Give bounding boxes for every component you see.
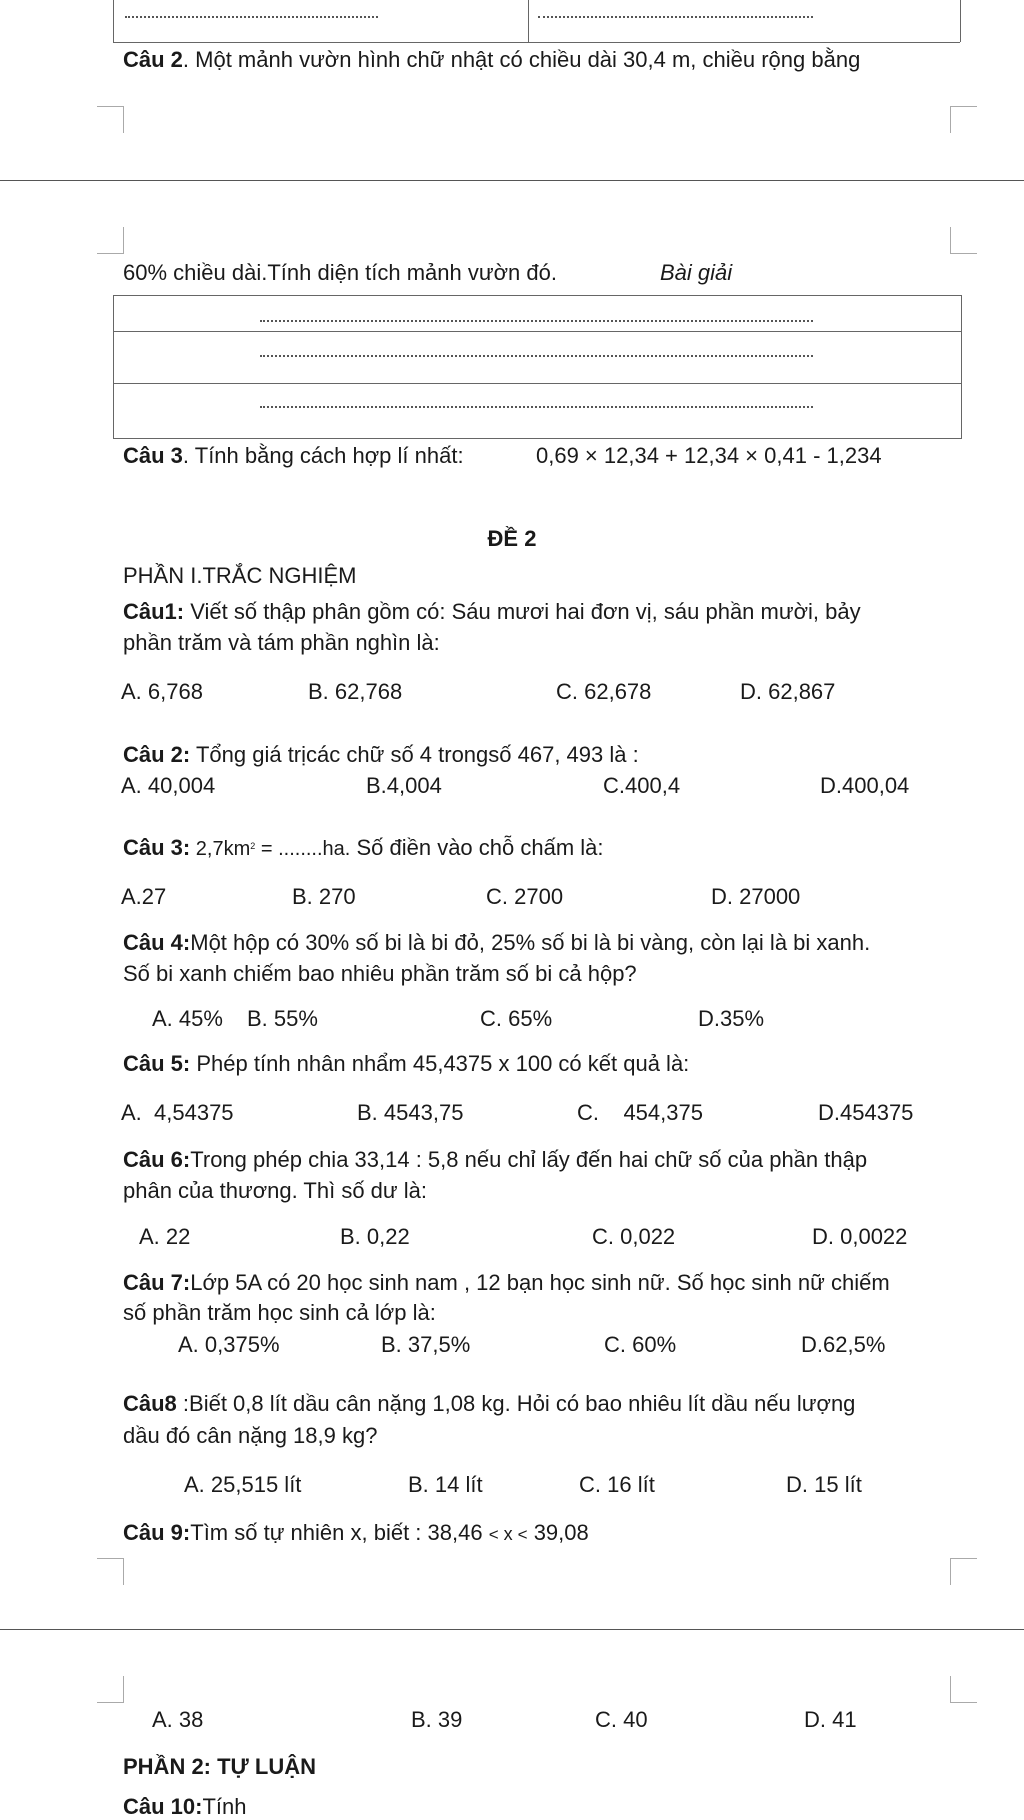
- option-b: B. 37,5%: [381, 1332, 471, 1357]
- question-7-line-2: số phần trăm học sinh cả lớp là:: [123, 1300, 436, 1325]
- page-corner-mark: [950, 106, 977, 133]
- option-a: A.27: [121, 884, 167, 909]
- option-a: A. 22: [139, 1224, 191, 1249]
- question-2-de2: [123, 742, 639, 768]
- question-10: [123, 1794, 247, 1820]
- option-b: B. 39: [411, 1707, 463, 1732]
- exam-title: ĐỀ 2: [487, 526, 537, 551]
- question-6: [123, 1147, 867, 1173]
- option-b: B. 14 lít: [408, 1472, 483, 1497]
- answer-dots: [125, 16, 378, 18]
- option-a: A. 40,004: [121, 773, 216, 798]
- question-text: Số điền vào chỗ chấm là:: [350, 835, 604, 860]
- question-5: [123, 1051, 689, 1077]
- solution-box-row-divider: [113, 383, 962, 384]
- option-b: B. 62,768: [308, 679, 403, 704]
- question-9: Câu 9:Tìm số tự nhiên x, biết : 38,46 < x < 39,08: [123, 1520, 589, 1545]
- question-label: Câu 9:: [123, 1520, 191, 1545]
- option-a: A. 0,375%: [178, 1332, 280, 1357]
- question-text: Tổng giá trịcác chữ số 4 trongsố 467, 493 là :: [190, 742, 639, 767]
- option-b: B. 270: [292, 884, 356, 909]
- question-label: Câu 6:: [123, 1147, 191, 1172]
- question-label: Câu 5:: [123, 1051, 191, 1076]
- option-d: D. 15 lít: [786, 1472, 862, 1497]
- page-corner-mark: [950, 1558, 977, 1585]
- option-c: C. 454,375: [577, 1100, 703, 1125]
- option-b: B. 55%: [247, 1006, 318, 1031]
- option-d: D.400,04: [820, 773, 910, 798]
- option-d: D. 0,0022: [812, 1224, 908, 1249]
- option-c: C.400,4: [603, 773, 681, 798]
- page-corner-mark: [950, 1676, 977, 1703]
- option-c: C. 62,678: [556, 679, 652, 704]
- option-d: D.454375: [818, 1100, 914, 1125]
- option-d: D.62,5%: [801, 1332, 886, 1357]
- question-text: Lớp 5A có 20 học sinh nam , 12 bạn học sinh nữ. Số học sinh nữ chiếm: [190, 1270, 890, 1295]
- question-text: Trong phép chia 33,14 : 5,8 nếu chỉ lấy đến hai chữ số của phần thập: [190, 1147, 868, 1172]
- question-8: [123, 1391, 855, 1417]
- question-label: Câu1:: [123, 599, 185, 624]
- question-2: [123, 47, 860, 73]
- solution-line-dots: [260, 355, 813, 357]
- solution-box-row-divider: [113, 331, 962, 332]
- table-left-border: [113, 0, 114, 42]
- page-separator: [0, 180, 1024, 181]
- option-a: A. 45%: [152, 1006, 223, 1031]
- part-2-heading: PHẦN 2: TỰ LUẬN: [123, 1754, 317, 1779]
- question-text: . Tính bằng cách hợp lí nhất:: [182, 443, 464, 468]
- option-b: B. 4543,75: [357, 1100, 464, 1125]
- solution-line-dots: [260, 320, 813, 322]
- question-3-expression: 0,69 × 12,34 + 12,34 × 0,41 - 1,234: [536, 443, 882, 468]
- table-bottom-border: [113, 42, 960, 43]
- question-label: Câu 3:: [123, 835, 191, 860]
- option-c: C. 65%: [480, 1006, 553, 1031]
- solution-line-dots: [260, 406, 813, 408]
- question-6-line-2: phân của thương. Thì số dư là:: [123, 1178, 427, 1203]
- option-d: D. 27000: [711, 884, 801, 909]
- question-1: [123, 599, 861, 625]
- question-text: Phép tính nhân nhẩm 45,4375 x 100 có kết quả là:: [190, 1051, 690, 1076]
- page-corner-mark: [950, 227, 977, 254]
- question-text: :Biết 0,8 lít dầu cân nặng 1,08 kg. Hỏi có bao nhiêu lít dầu nếu lượng: [176, 1391, 856, 1416]
- question-2-continued: [123, 260, 557, 286]
- option-d: D.35%: [698, 1006, 765, 1031]
- solution-box: [113, 295, 962, 439]
- question-label: Câu 10:: [123, 1794, 203, 1819]
- question-text: Một hộp có 30% số bi là bi đỏ, 25% số bi là bi vàng, còn lại là bi xanh.: [190, 930, 871, 955]
- question-label: Câu 3: [123, 443, 183, 468]
- page-corner-mark: [97, 1558, 124, 1585]
- question-text: 60% chiều dài.Tính diện tích mảnh vườn đó.: [123, 260, 557, 285]
- option-a: A. 38: [152, 1707, 204, 1732]
- option-c: C. 40: [595, 1707, 648, 1732]
- question-label: Câu 2: [123, 47, 183, 72]
- question-1-line-2: phần trăm và tám phần nghìn là:: [123, 630, 440, 655]
- table-mid-border: [528, 0, 529, 42]
- option-c: C. 16 lít: [579, 1472, 655, 1497]
- question-3-de2: Câu 3: $2,7km^2 = ........ha$. Số điền vào chỗ chấm là:: [123, 835, 604, 860]
- question-7: [123, 1270, 890, 1296]
- question-4-line-2: Số bi xanh chiếm bao nhiêu phần trăm số bi cả hộp?: [123, 961, 637, 986]
- question-8-line-2: dầu đó cân nặng 18,9 kg?: [123, 1423, 378, 1448]
- option-c: C. 2700: [486, 884, 564, 909]
- option-a: A. 6,768: [121, 679, 203, 704]
- question-label: Câu 2:: [123, 742, 191, 767]
- question-text: Viết số thập phân gồm có: Sáu mươi hai đơn vị, sáu phần mười, bảy: [184, 599, 861, 624]
- question-text: . Một mảnh vườn hình chữ nhật có chiều dài 30,4 m, chiều rộng bằng: [182, 47, 861, 72]
- question-text: Tính: [202, 1794, 247, 1819]
- question-4: [123, 930, 870, 956]
- option-d: D. 62,867: [740, 679, 836, 704]
- option-a: A. 4,54375: [121, 1100, 234, 1125]
- option-b: B.4,004: [366, 773, 442, 798]
- page-corner-mark: [97, 227, 124, 254]
- question-text: Tìm số tự nhiên x, biết : 38,46: [190, 1520, 489, 1545]
- bai-giai-label: Bài giải: [660, 260, 733, 285]
- option-c: C. 60%: [604, 1332, 677, 1357]
- part-1-heading: PHẦN I.TRẮC NGHIỆM: [123, 563, 357, 588]
- page-corner-mark: [97, 106, 124, 133]
- option-c: C. 0,022: [592, 1224, 676, 1249]
- question-label: Câu 4:: [123, 930, 191, 955]
- option-a: A. 25,515 lít: [184, 1472, 302, 1497]
- question-label: Câu8: [123, 1391, 177, 1416]
- option-d: D. 41: [804, 1707, 857, 1732]
- option-b: B. 0,22: [340, 1224, 410, 1249]
- table-right-border: [960, 0, 961, 42]
- question-label: Câu 7:: [123, 1270, 191, 1295]
- question-3: [123, 443, 464, 469]
- page-separator: [0, 1629, 1024, 1630]
- answer-dots: [538, 16, 813, 18]
- page-corner-mark: [97, 1676, 124, 1703]
